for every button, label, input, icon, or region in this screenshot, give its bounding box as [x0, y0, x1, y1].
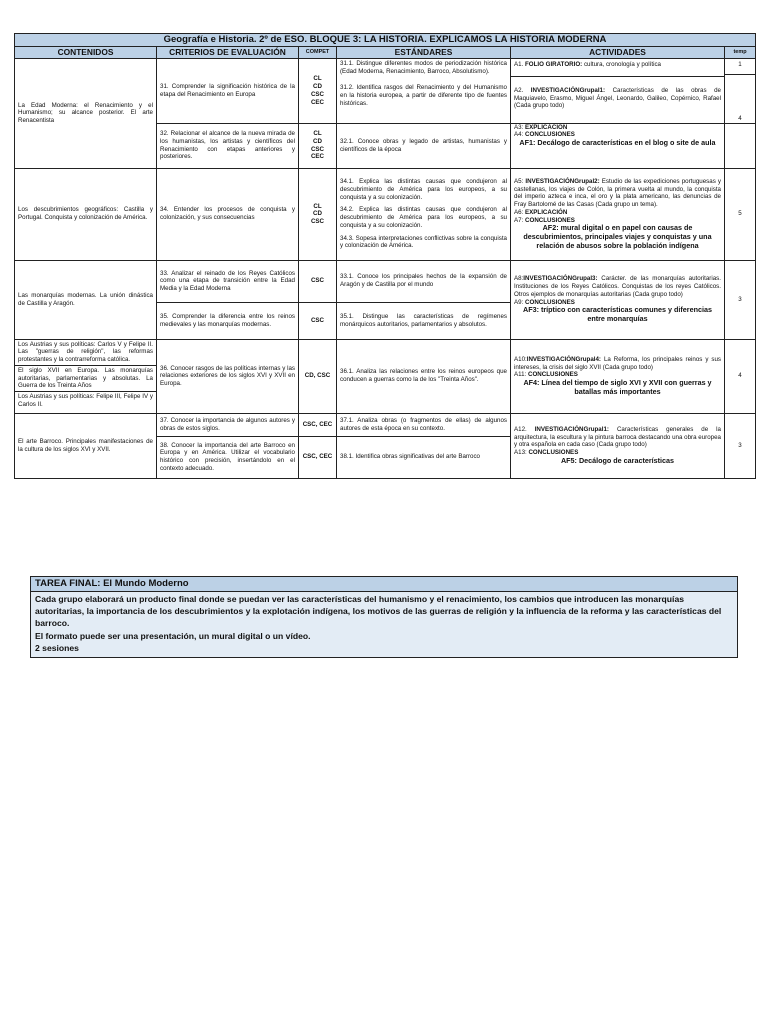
activity-a1: A1. FOLIO GIRATORIO: cultura, cronología y política: [514, 60, 661, 68]
temp-cell: 4: [725, 339, 756, 413]
actividades-cell: [511, 339, 725, 413]
final-activity-af1: AF1: Decálogo de características en el blog o site de aula: [519, 138, 716, 148]
compet-cell: CSC, CEC: [299, 436, 337, 478]
compet-cell: CSC: [299, 260, 337, 302]
final-activity-af3: AF3: tríptico con características comunes y diferencias entre monarquías: [523, 305, 712, 324]
final-task-box: [30, 576, 738, 658]
final-task-sessions: 2 sesiones: [35, 642, 79, 653]
temp-cell: 5: [725, 168, 756, 260]
estandar-cell: 38.1. Identifica obras significativas del arte Barroco: [337, 436, 511, 478]
activity-a12: A12. INVESTIGACIÓNGrupal1: Características generales de la arquitectura, la escultura y la pintura barroca destacando una obra europea y otra española en cada caso (Cada grupo todo): [514, 425, 721, 449]
activity-a8: A8:INVESTIGACIÓNGrupal3: Carácter. de las monarquías autoritarias. Instituciones de los Reyes Católicos. Conquistas de los reyes Católicos. Otros ejemplos de monarquías autoritarias (Cada grupo todo): [514, 275, 721, 298]
activity-a6: A6: EXPLICACIÓN: [514, 208, 568, 216]
criterio-cell: 33. Analizar el reinado de los Reyes Católicos como una etapa de transición entre la Edad Media y la Edad Moderna: [157, 260, 299, 302]
estandar-cell: 36.1. Analiza las relaciones entre los reinos europeos que conducen a guerras como la de los "Treinta Años".: [337, 339, 511, 413]
final-task-body: [31, 592, 737, 657]
temp-cell-empty: [725, 123, 756, 168]
contenidos-cell: Los Austrias y sus políticas: Carlos V y Felipe II. Las "guerras de religión", las reformas protestantes y la contrarreforma católica. El siglo XVII en Europa. Las monarquías autoritarias, parlamentarias y absolutas. La Guerra de los Treinta Años Los Austrias y sus políticas: Felipe III, Felipe IV y Carlos II.: [15, 339, 157, 413]
compet-cell: CL CD CSC CEC: [299, 58, 337, 123]
final-task-description: Cada grupo elaborará un producto final donde se puedan ver las características del humanismo y el renacimiento, los cambios que introducen las monarquías autoritarias, la importancia de los descubrimientos y la explotación indígena, los motivos de las guerras de religión y la influencia de la reforma y las características del barroco.: [35, 594, 722, 629]
activity-a13: A13: CONCLUSIONES: [514, 449, 579, 457]
col-header-contenidos: CONTENIDOS: [15, 46, 157, 58]
final-task-title: TAREA FINAL: El Mundo Moderno: [31, 577, 737, 592]
col-header-compet: COMPET: [299, 46, 337, 58]
table-row: [15, 339, 756, 413]
criterio-cell: 38. Conocer la importancia del arte Barroco en Europa y en América. Utilizar el vocabulario histórico con precisión, insertándolo en el contexto adecuado.: [157, 436, 299, 478]
compet-cell: CD, CSC: [299, 339, 337, 413]
col-header-actividades: ACTIVIDADES: [511, 46, 725, 58]
contenidos-cell: La Edad Moderna: el Renacimiento y el Humanismo; su alcance posterior. El arte Renacentista: [15, 58, 157, 168]
criterio-cell: 32. Relacionar el alcance de la nueva mirada de los humanistas, los artistas y científicos del Renacimiento con etapas anteriores y posteriores.: [157, 123, 299, 168]
contenidos-cell: Las monarquías modernas. La unión dinástica de Castilla y Aragón.: [15, 260, 157, 339]
table-row: [15, 413, 756, 436]
compet-cell: CL CD CSC: [299, 168, 337, 260]
criterio-cell: 36. Conocer rasgos de las políticas internas y las relaciones exteriores de los siglos XVI y XVII en Europa.: [157, 339, 299, 413]
header-row: [15, 46, 756, 58]
actividades-cell: [511, 123, 725, 168]
estandar-cell: 37.1. Analiza obras (o fragmentos de ellas) de algunos autores de esta época en su contexto.: [337, 413, 511, 436]
col-header-temp: temp: [725, 46, 756, 58]
final-activity-af4: AF4: Línea del tiempo de siglo XVI y XVII con guerras y batallas más importantes: [523, 378, 712, 396]
estandar-cell: 33.1. Conoce los principales hechos de la expansión de Aragón y de Castilla por el mundo: [337, 260, 511, 302]
col-header-criterios: CRITERIOS DE EVALUACIÓN: [157, 46, 299, 58]
criterio-cell: 35. Comprender la diferencia entre los reinos medievales y las monarquías modernas.: [157, 302, 299, 339]
activity-a10: A10:INVESTIGACIÓNGrupal4: La Reforma, los principales reinos y sus intereses, la crisis del siglo XVII (Cada grupo todo): [514, 355, 721, 371]
activity-a7: A7: CONCLUSIONES: [514, 216, 575, 224]
compet-cell: CSC: [299, 302, 337, 339]
compet-cell: CL CD CSC CEC: [299, 123, 337, 168]
actividades-cell: [511, 168, 725, 260]
estandar-cell: 32.1. Conoce obras y legado de artistas, humanistas y científicos de la época: [337, 123, 511, 168]
temp-cell: 3: [725, 413, 756, 478]
estandar-cell: 35.1. Distingue las características de regímenes monárquicos autoritarios, parlamentarios y absolutos.: [337, 302, 511, 339]
final-activity-af2: AF2: mural digital o en papel con causas de descubrimientos, principales viajes y conquistas y una relación de abusos sobre la población indígena: [523, 223, 712, 250]
activity-a4: A4: CONCLUSIONES: [514, 131, 575, 139]
table-title: Geografía e Historia. 2º de ESO. BLOQUE 3: LA HISTORIA. EXPLICAMOS LA HISTORIA MODERNA: [15, 34, 756, 47]
estandar-cell: 31.1. Distingue diferentes modos de periodización histórica (Edad Moderna, Renacimiento, Barroco, Absolutismo). 31.2. Identifica rasgos del Renacimiento y del Humanismo en la historia europea, a partir de diferente tipo de fuentes históricas.: [337, 58, 511, 123]
actividades-cell: [511, 260, 725, 339]
activity-a3: A3: EXPLICACIÓN: [514, 123, 568, 131]
temp-cell: 1 4: [725, 58, 756, 123]
col-header-estandares: ESTÁNDARES: [337, 46, 511, 58]
compet-cell: CSC, CEC: [299, 413, 337, 436]
criterio-cell: 37. Conocer la importancia de algunos autores y obras de estos siglos.: [157, 413, 299, 436]
estandar-cell: 34.1. Explica las distintas causas que condujeron al descubrimiento de América para los europeos, a su conquista y a su colonización. 34.2. Explica las distintas causas que condujeron al descubrimiento de América para los europeos, a su conquista y a su colonización. 34.3. Sopesa interpretaciones conflictivas sobre la conquista y colonización de América.: [337, 168, 511, 260]
contenidos-cell: El arte Barroco. Principales manifestaciones de la cultura de los siglos XVI y XVII.: [15, 413, 157, 478]
actividades-cell: [511, 58, 725, 123]
actividades-cell: [511, 413, 725, 478]
criterio-cell: 31. Comprender la significación histórica de la etapa del Renacimiento en Europa: [157, 58, 299, 123]
activity-a9: A9: CONCLUSIONES: [514, 298, 575, 306]
table-row: [15, 260, 756, 302]
activity-a2: A2. INVESTIGACIÓNGrupal1: Características de las obras de Maquiavelo, Erasmo, Miguel Ángel, Leonardo, Galileo, Copérnico, Rafael (Cada grupo todo): [511, 76, 724, 110]
table-row: [15, 58, 756, 123]
curriculum-table: [14, 33, 756, 479]
activity-a11: A11: CONCLUSIONES: [514, 371, 578, 379]
criterio-cell: 34. Entender los procesos de conquista y colonización, y sus consecuencias: [157, 168, 299, 260]
table-row: [15, 168, 756, 260]
activity-a5: A5: INVESTIGACIÓNGrupal2: Estudio de las expediciones portuguesas y castellanas, los viajes de Colón, la primera vuelta al mundo, la conquista del imperio azteca e inca, el oro y la plata americano, las denuncias de Fray Bartolomé de las Casas (Cada grupo un tema).: [514, 177, 721, 209]
final-activity-af5: AF5: Decálogo de características: [560, 455, 675, 465]
contenidos-cell: Los descubrimientos geográficos: Castilla y Portugal. Conquista y colonización de América.: [15, 168, 157, 260]
temp-cell: 3: [725, 260, 756, 339]
final-task-format: El formato puede ser una presentación, un mural digital o un vídeo.: [35, 630, 311, 641]
